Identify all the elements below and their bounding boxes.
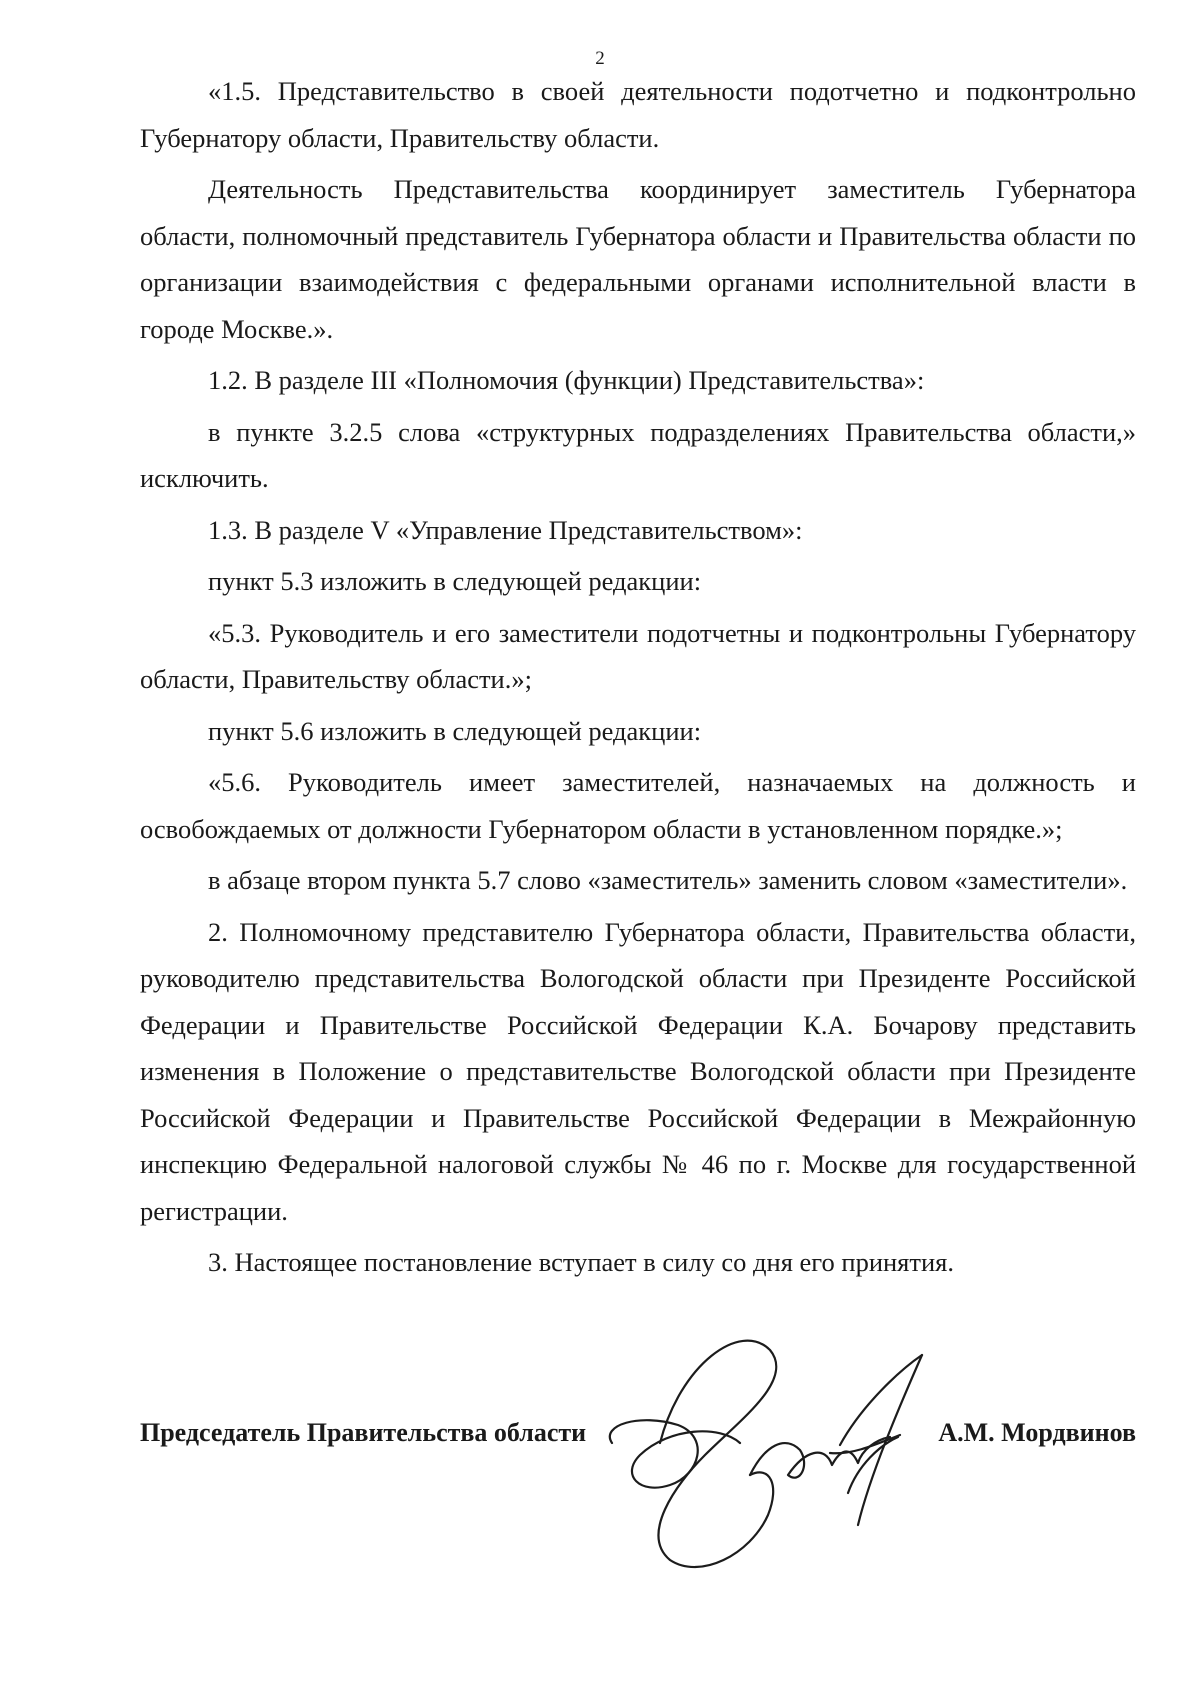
signer-position: Председатель Правительства области (140, 1418, 587, 1447)
paragraph-5: 1.3. В разделе V «Управление Представительством»: (208, 514, 803, 545)
paragraph-11: 2. Полномочному представителю Губернатора области, Правительства области, руководителю представительства Вологодской области при Президенте Российской Федерации и Правительстве Российской Федерации К.А. Бочарову представить изменения в Положение о представительстве Вологодской области при Президенте Российской Федерации и Правительстве Российской Федерации в Межрайонную инспекцию Федеральной налоговой службы № 46 по г. Москве для государственной регистрации. (140, 916, 1136, 1226)
paragraph-9: «5.6. Руководитель имеет заместителей, назначаемых на должность и освобождаемых от должности Губернатором области в установленном порядке.»; (140, 767, 1136, 844)
paragraph-10: в абзаце втором пункта 5.7 слово «заместитель» заменить словом «заместители». (208, 865, 1128, 895)
handwritten-signature (600, 1325, 960, 1605)
paragraph-7: «5.3. Руководитель и его заместители подотчетны и подконтрольны Губернатору области, Правительству области.»; (140, 617, 1136, 694)
paragraph-4: в пункте 3.2.5 слова «структурных подразделениях Правительства области,» исключить. (140, 416, 1136, 493)
paragraph-12: 3. Настоящее постановление вступает в силу со дня его принятия. (208, 1247, 954, 1277)
paragraph-3: 1.2. В разделе III «Полномочия (функции) Представительства»: (208, 365, 925, 395)
document-body (140, 68, 1136, 1291)
page-number: 2 (595, 48, 605, 69)
signer-name: А.М. Мордвинов (938, 1418, 1136, 1447)
paragraph-6: пункт 5.3 изложить в следующей редакции: (208, 566, 702, 596)
paragraph-8: пункт 5.6 изложить в следующей редакции: (208, 715, 702, 746)
paragraph-1: «1.5. Представительство в своей деятельности подотчетно и подконтрольно Губернатору области, Правительству области. (140, 76, 1136, 153)
paragraph-2: Деятельность Представительства координирует заместитель Губернатора области, полномочный представитель Губернатора области и Правительства области по организации взаимодействия с федеральными органами исполнительной власти в городе Москве.». (140, 174, 1136, 344)
